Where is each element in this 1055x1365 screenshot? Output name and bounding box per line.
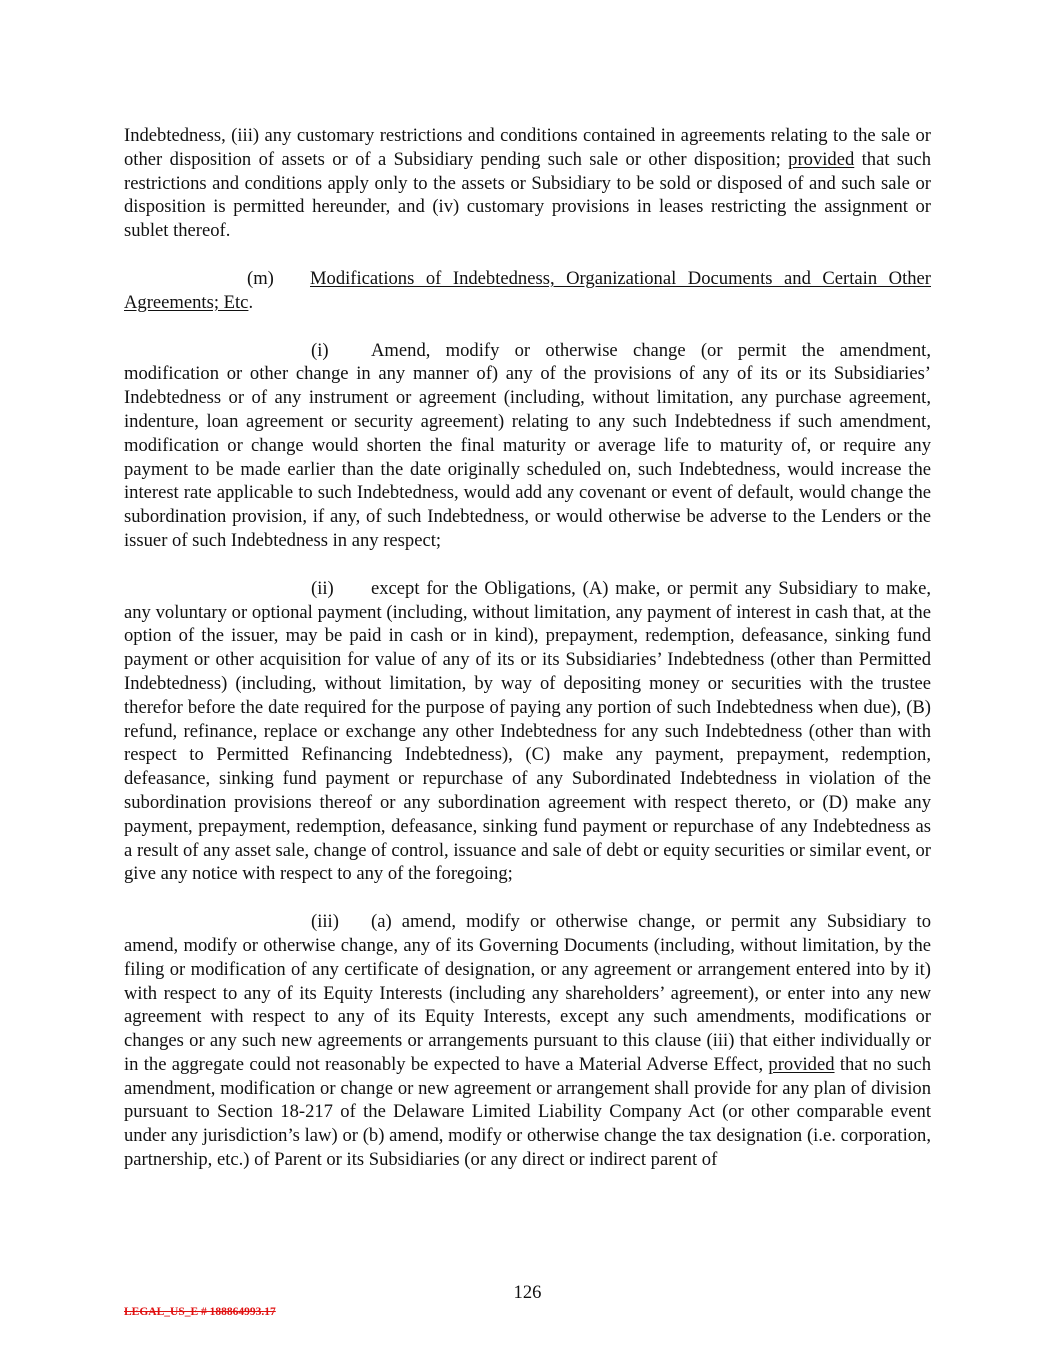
paragraph-text: Indebtedness, (iii) any customary restrictions and conditions contained in agreements relating to the sale or other disposition of assets or of a Subsidiary pending such sale or other disposition;: [124, 125, 931, 170]
clause-number: (ii): [311, 577, 334, 599]
clause-text: Amend, modify or otherwise change (or permit the amendment, modification or other change in any manner of) any of the provisions of any of its or its Subsidiaries’ Indebtedness or of any instrument or agreement (including, without limitation, any purchase agreement, indenture, loan agreement or security agreement) relating to any such Indebtedness if such amendment, modification or change would shorten the final maturity or average life to maturity of, or require any payment to be made earlier than the date originally scheduled on, such Indebtedness, would increase the interest rate applicable to such Indebtedness, would add any covenant or event of default, would change the subordination provision, if any, of such Indebtedness, or would otherwise be adverse to the Lenders or the issuer of such Indebtedness in any respect;: [124, 339, 931, 551]
clause-text: (a) amend, modify or otherwise change, or permit any Subsidiary to amend, modify or otherwise change, any of its Governing Documents (including, without limitation, by the filing or modification of any certificate of designation, or any agreement or arrangement entered into by it) with respect to any of its Equity Interests (including any shareholders’ agreement), or enter into any new agreement with respect to any of its Equity Interests, except any such amendments, modifications or changes or any such new agreements or arrangements pursuant to this clause (iii) that either individually or in the aggregate could not reasonably be expected to have a Material Adverse Effect,: [124, 911, 931, 1075]
paragraph-restrictions: [124, 124, 931, 243]
document-id-stamp: LEGAL_US_E # 188864993.17: [124, 1306, 276, 1318]
clause-ii: [124, 577, 931, 886]
section-m-heading: [124, 267, 931, 315]
clause-text: that no such amendment, modification or change or new agreement or arrangement shall provide for any plan of division pursuant to Section 18-217 of the Delaware Limited Liability Company Act (or other comparable event under any jurisdiction’s law) or (b) amend, modify or otherwise change the tax designation (i.e. corporation, partnership, etc.) of Parent or its Subsidiaries (or any direct or indirect parent of: [124, 1053, 931, 1171]
clause-text: except for the Obligations, (A) make, or permit any Subsidiary to make, any voluntary or optional payment (including, without limitation, any payment of interest in cash that, at the option of the issuer, may be paid in cash or in kind), prepayment, redemption, defeasance, sinking fund payment or other acquisition for value of any of its or its Subsidiaries’ Indebtedness (other than Permitted Indebtedness) (including, without limitation, by way of depositing money or securities with the trustee therefor before the date required for the purpose of paying any portion of such Indebtedness when due), (B) refund, refinance, replace or exchange any other Indebtedness for any such Indebtedness (other than with respect to Permitted Refinancing Indebtedness), (C) make any payment, prepayment, redemption, defeasance, sinking fund payment or repurchase of any Subordinated Indebtedness in violation of the subordination provisions thereof or any subordination agreement with respect thereto, or (D) make any payment, prepayment, redemption, defeasance, sinking fund payment or repurchase of any Indebtedness as a result of any asset sale, change of control, issuance and sale of debt or equity securities or similar event, or give any notice with respect to any of the foregoing;: [124, 577, 931, 885]
provided-term: provided: [768, 1053, 835, 1075]
clause-number: (i): [311, 339, 329, 361]
document-page: [124, 124, 931, 1196]
clause-iii: [124, 910, 931, 1172]
clause-i: [124, 339, 931, 553]
clause-number: (iii): [311, 911, 339, 933]
section-title-period: .: [248, 291, 254, 313]
section-title: Modifications of Indebtedness, Organizational Documents and Certain Other Agreements; Etc: [124, 267, 931, 313]
paragraph-text: that such restrictions and conditions apply only to the assets or Subsidiary to be sold or disposed of and such sale or disposition is permitted hereunder, and (iv) customary provisions in leases restricting the assignment or sublet thereof.: [124, 148, 931, 242]
section-number: (m): [247, 267, 274, 289]
provided-term: provided: [788, 148, 855, 170]
page-number: 126: [513, 1282, 542, 1303]
